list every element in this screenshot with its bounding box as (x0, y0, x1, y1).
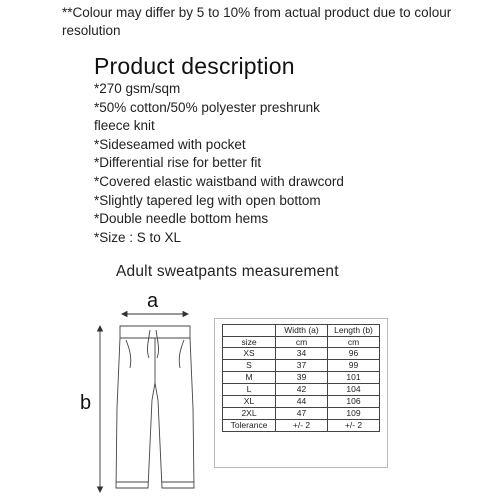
cell-size: XL (223, 396, 276, 408)
width-dimension-arrow (122, 312, 188, 317)
colour-disclaimer: **Colour may differ by 5 to 10% from actual product due to colour resolution (62, 5, 452, 38)
table-row (223, 360, 380, 372)
cell-width: +/- 2 (276, 420, 328, 432)
cell-size: 2XL (223, 408, 276, 420)
unit-width: cm (276, 337, 328, 348)
description-item: *Covered elastic waistband with drawcord (94, 173, 344, 189)
description-item: *50% cotton/50% polyester preshrunk (94, 99, 320, 115)
unit-size: size (223, 337, 276, 348)
table-row (223, 420, 380, 432)
cell-size: L (223, 384, 276, 396)
cell-size: XS (223, 348, 276, 360)
description-item: *Sideseamed with pocket (94, 136, 246, 152)
cell-width: 39 (276, 372, 328, 384)
dimension-b-label: b (80, 392, 92, 414)
product-description-title: Product description (94, 53, 295, 79)
unit-length: cm (328, 337, 380, 348)
size-measurement-table (222, 324, 380, 432)
table-row (223, 372, 380, 384)
cell-length: 106 (328, 396, 380, 408)
sweatpants-diagram (70, 288, 220, 498)
cell-width: 42 (276, 384, 328, 396)
cell-width: 37 (276, 360, 328, 372)
cell-length: 96 (328, 348, 380, 360)
header-size (223, 325, 276, 337)
cell-size: Tolerance (223, 420, 276, 432)
cell-length: 109 (328, 408, 380, 420)
dimension-a-label: a (147, 290, 159, 312)
description-item: *Double needle bottom hems (94, 211, 269, 227)
product-description-list (94, 80, 474, 247)
cell-size: S (223, 360, 276, 372)
table-row (223, 384, 380, 396)
length-dimension-arrow (98, 326, 103, 492)
cell-width: 47 (276, 408, 328, 420)
cell-width: 44 (276, 396, 328, 408)
cell-size: M (223, 372, 276, 384)
pants-outline (116, 326, 194, 488)
header-width: Width (a) (276, 325, 328, 337)
table-unit-row (223, 337, 380, 348)
cell-length: 99 (328, 360, 380, 372)
description-item: *Differential rise for better fit (94, 155, 262, 171)
measurement-title: Adult sweatpants measurement (116, 263, 339, 280)
description-item: *Size : S to XL (94, 229, 182, 245)
table-row (223, 348, 380, 360)
cell-length: +/- 2 (328, 420, 380, 432)
cell-length: 104 (328, 384, 380, 396)
cell-length: 101 (328, 372, 380, 384)
cell-width: 34 (276, 348, 328, 360)
table-header-row (223, 325, 380, 337)
description-item: *270 gsm/sqm (94, 81, 181, 96)
table-row (223, 408, 380, 420)
description-item: fleece knit (94, 118, 155, 134)
description-item: *Slightly tapered leg with open bottom (94, 192, 321, 208)
table-row (223, 396, 380, 408)
header-length: Length (b) (328, 325, 380, 337)
